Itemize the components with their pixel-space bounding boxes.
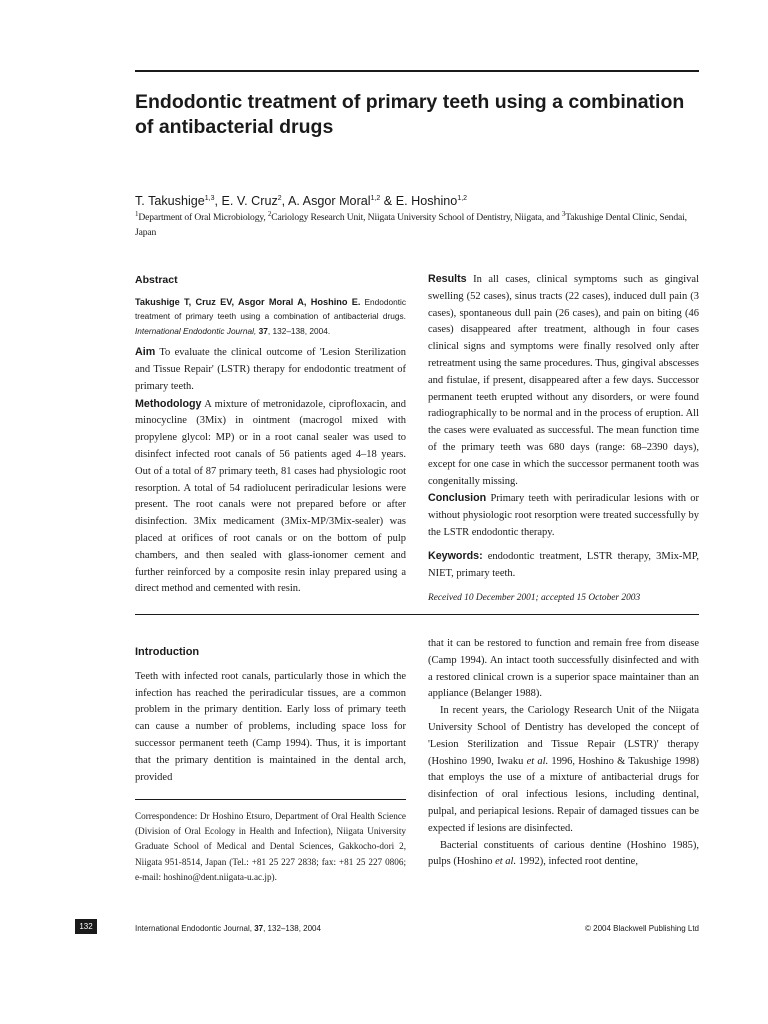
author-ampersand: &: [380, 194, 396, 208]
intro-left-column: [135, 644, 406, 786]
keywords-label: Keywords:: [428, 549, 483, 562]
abstract-left-column: [135, 272, 406, 598]
intro-paragraph-1-continued: that it can be restored to function and remain free from disease (Camp 1994). An intact tooth successfully disinfected and with a restored clinical crown is a superior space maintainer than an appliance (Belanger 1988).: [428, 638, 699, 700]
author-list: [135, 193, 695, 209]
author-separator: ,: [214, 194, 222, 208]
abstract-methodology: [135, 396, 406, 599]
citation-authors: Takushige T, Cruz EV, Asgor Moral A, Hoshino E.: [135, 296, 361, 307]
abstract-divider: [135, 614, 699, 615]
page-number: 132: [75, 919, 97, 934]
introduction-heading: Introduction: [135, 646, 200, 658]
affil-text: Takushige Dental Clinic, Sendai, Japan: [135, 212, 687, 238]
abstract-conclusion: [428, 490, 699, 541]
footer-volume: 37: [254, 924, 264, 933]
author-separator: ,: [281, 194, 288, 208]
intro-paragraph-3: [428, 838, 699, 872]
author-name: A. Asgor Moral: [287, 194, 371, 208]
intro-p3-etal: et al.: [495, 856, 517, 868]
footer-journal-name: International Endodontic Journal,: [135, 924, 252, 933]
abstract-results: [428, 271, 699, 490]
correspondence-divider: [135, 799, 406, 800]
intro-p3-text: Bacterial constituents of carious dentine (Hoshino 1985), pulps (Hoshino: [428, 839, 699, 868]
affil-mark: 3: [561, 209, 566, 218]
affil-text: Department of Oral Microbiology,: [138, 212, 268, 223]
conclusion-label: Conclusion: [428, 492, 487, 505]
citation-title: Endodontic treatment of primary teeth using a combination of antibacterial drugs.: [135, 296, 406, 322]
affil-text: Cariology Research Unit, Niigata University School of Dentistry, Niigata, and: [271, 212, 562, 223]
abstract-heading: Abstract: [135, 274, 178, 286]
author-affil-mark: 1,3: [204, 194, 215, 202]
methodology-text: A mixture of metronidazole, ciprofloxacin, and minocycline (3Mix) in ointment (macrogol mixed with propylene glycol: MP) or in a root canal sealer was used to disinfect infected root canals of 56 patients aged 4–18 years. Out of a total of 87 primary teeth, 81 cases had physiologic root resorption. A total of 54 radiolucent periradicular lesions were present. The root canals were not prepared before or after disinfection. 3Mix medicament (3Mix-MP/3Mix-sealer) was placed at orifices of root canals or on the bottom of pulp chambers, and then sealed with glass-ionomer cement and further reinforced by a composite resin inlay prepared using a direct method and cemented with resin.: [135, 398, 406, 595]
correspondence-note: Correspondence: Dr Hoshino Etsuro, Department of Oral Health Science (Division of Oral Ecology in Health and Infection), Niigata University Graduate School of Medical and Dental Sciences, Gakkocho-dori 2, Niigata 951-8514, Japan (Tel.: +81 25 227 2838; fax: +81 25 227 0806; e-mail: hoshino@dent.niigata-u.ac.jp).: [135, 811, 406, 882]
citation-journal: International Endodontic Journal,: [135, 325, 257, 336]
author-name: E. V. Cruz: [221, 194, 278, 208]
article-title: Endodontic treatment of primary teeth using a combination of antibacterial drugs: [135, 91, 685, 138]
intro-p2-text: 1996, Hoshino & Takushige 1998) that employs the use of a mixture of antibacterial drugs for disinfection of oral infectious lesions, including dentinal, pulpal, and periapical lesions. Repair of damaged tissues can be expected if lesions are disinfected.: [428, 755, 699, 834]
abstract-citation: [135, 295, 406, 339]
conclusion-text: Primary teeth with periradicular lesions with or without physiologic root resorption were treated successfully by the LSTR endodontic therapy.: [428, 493, 699, 538]
affil-mark: 1: [135, 209, 139, 218]
intro-p2-text: In recent years, the Cariology Research Unit of the Niigata University School of Dentistry has developed the concept of 'Lesion Sterilization and Tissue Repair (LSTR)' therapy (Hoshino 1990, Iwaku: [428, 705, 699, 767]
abstract-keywords: [428, 548, 699, 583]
author-affil-mark: 1,2: [457, 194, 468, 202]
intro-paragraph-1: Teeth with infected root canals, particularly those in which the infection has reached the periradicular tissues, are a common problem in the primary dentition. Early loss of primary teeth can cause a number of problems, including space loss for successor permanent teeth (Camp 1994). Thus, it is important that the primary dentition is maintained in the dental arch, provided: [135, 670, 406, 783]
intro-p3-text: 1992), infected root dentine,: [518, 856, 638, 868]
abstract-right-column: [428, 271, 699, 607]
top-rule: [135, 70, 699, 72]
affil-mark: 2: [267, 209, 272, 218]
footer-copyright: © 2004 Blackwell Publishing Ltd: [585, 924, 699, 933]
keywords-text: endodontic treatment, LSTR therapy, 3Mix-MP, NIET, primary teeth.: [428, 550, 699, 579]
author-name: E. Hoshino: [395, 194, 458, 208]
citation-volume: 37: [258, 325, 268, 336]
citation-pages: , 132–138, 2004.: [267, 325, 331, 336]
results-label: Results: [428, 273, 467, 285]
footer-pages: , 132–138, 2004: [263, 924, 321, 933]
received-dates: Received 10 December 2001; accepted 15 October 2003: [428, 593, 641, 604]
methodology-label: Methodology: [135, 397, 202, 410]
intro-p2-etal: et al.: [526, 755, 549, 767]
aim-label: Aim: [135, 346, 156, 359]
intro-paragraph-2: [428, 703, 699, 837]
abstract-aim: [135, 344, 406, 395]
results-text: In all cases, clinical symptoms such as gingival swelling (52 cases), sinus tracts (22 cases), induced dull pain (3 cases), spontaneous dull pain (26 cases), and pain on biting (46 cases) disappeared after treatment, although in four cases clinical signs and symptoms were finally resolved only after retreatment using the same procedures. Thus, gingival abscesses and fistulae, if present, disappeared after a few days. Successor permanent teeth erupted without any disorders, or were found radiographically to be normal and in the process of eruption. All the cases were evaluated as successful. The mean function time of the primary teeth was 680 days (range: 68–2390 days), except for one case in which the successor permanent tooth was congenitally missing.: [428, 274, 700, 487]
footer-journal: [135, 924, 321, 933]
intro-right-column: [428, 636, 699, 871]
affiliations: [135, 210, 699, 240]
author-affil-mark: 1,2: [370, 194, 381, 202]
author-affil-mark: 2: [277, 194, 282, 202]
author-name: T. Takushige: [135, 194, 205, 208]
aim-text: To evaluate the clinical outcome of 'Lesion Sterilization and Tissue Repair' (LSTR) therapy for endodontic treatment of primary teeth.: [135, 347, 407, 392]
